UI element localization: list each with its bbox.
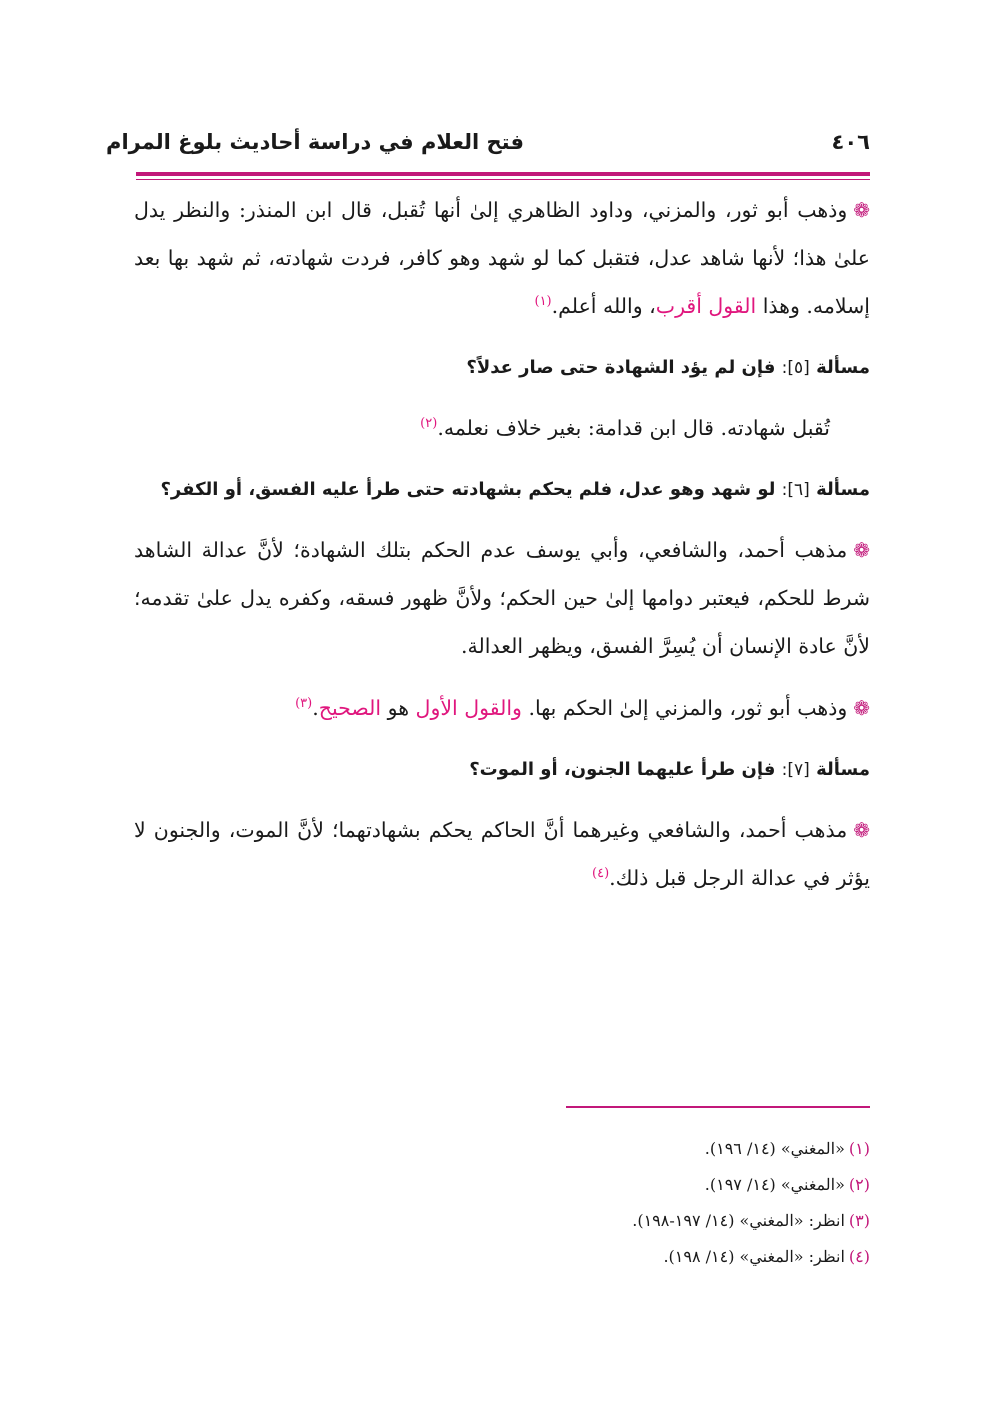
paragraph-3: [134, 526, 870, 670]
paragraph-tail: .: [312, 696, 319, 720]
flower-ornament-icon: ❁: [853, 818, 870, 842]
question-text: فإن طرأ عليهما الجنون، أو الموت؟: [469, 759, 776, 780]
flower-ornament-icon: ❁: [853, 198, 870, 222]
highlight-text: القول أقرب: [655, 294, 757, 318]
footnote-ref-1[interactable]: (١): [534, 294, 552, 310]
question-number: [٧]:: [781, 760, 810, 780]
paragraph-tail: ، والله أعلم.: [551, 294, 656, 318]
question-7: [134, 746, 870, 794]
paragraph-2: [134, 404, 870, 452]
question-5: [134, 344, 870, 392]
footnote-ref-3[interactable]: (٣): [295, 696, 313, 712]
paragraph-text: وذهب أبو ثور، والمزني إلىٰ الحكم بها.: [521, 696, 848, 720]
footnote-4: [134, 1240, 870, 1274]
paragraph-text: تُقبل شهادته. قال ابن قدامة: بغير خلاف نعلمه.: [437, 416, 830, 440]
paragraph-text: مذهب أحمد، والشافعي وغيرهما أنَّ الحاكم يحكم بشهادتهما؛ لأنَّ الموت، والجنون لا يؤثر في عدالة الرجل قبل ذلك.: [134, 818, 870, 890]
question-number: [٦]:: [781, 480, 810, 500]
page-number: ٤٠٦: [831, 130, 870, 154]
highlight-text-2: الصحيح: [318, 696, 382, 720]
footnote-separator: [566, 1106, 870, 1108]
footnote-number: (٢): [848, 1175, 870, 1194]
question-number: [٥]:: [781, 358, 810, 378]
footnote-number: (١): [848, 1139, 870, 1158]
flower-ornament-icon: ❁: [853, 538, 870, 562]
footnote-ref-4[interactable]: (٤): [592, 866, 610, 882]
main-text: [134, 186, 870, 916]
question-text: فإن لم يؤد الشهادة حتى صار عدلاً؟: [466, 357, 776, 378]
footnotes: [134, 1132, 870, 1276]
flower-ornament-icon: ❁: [853, 696, 870, 720]
paragraph-mid: هو: [381, 696, 416, 720]
question-text: لو شهد وهو عدل، فلم يحكم بشهادته حتى طرأ عليه الفسق، أو الكفر؟: [160, 479, 776, 500]
question-label: مسألة: [816, 759, 870, 780]
footnote-2: [134, 1168, 870, 1202]
paragraph-4: [134, 684, 870, 732]
question-label: مسألة: [816, 357, 870, 378]
footnote-number: (٣): [848, 1211, 870, 1230]
header-rule-thick: [136, 172, 870, 176]
footnote-text: انظر: «المغني» (١٤/ ١٩٨).: [663, 1247, 845, 1266]
book-title: فتح العلام في دراسة أحاديث بلوغ المرام: [106, 130, 524, 154]
paragraph-5: [134, 806, 870, 902]
footnote-ref-2[interactable]: (٢): [420, 416, 438, 432]
running-header: [106, 130, 870, 170]
footnote-1: [134, 1132, 870, 1166]
question-6: [134, 466, 870, 514]
header-rule-thin: [136, 179, 870, 180]
footnote-number: (٤): [848, 1247, 870, 1266]
paragraph-1: [134, 186, 870, 330]
footnote-text: «المغني» (١٤/ ١٩٧).: [704, 1175, 845, 1194]
paragraph-text: وذهب أبو ثور، والمزني، وداود الظاهري إلىٰ أنها تُقبل، قال ابن المنذر: والنظر يدل علىٰ هذا؛ لأنها شاهد عدل، فتقبل كما لو شهد وهو كافر، فردت شهادته، ثم شهد بها بعد إسلامه. وهذا: [134, 198, 870, 318]
highlight-text-1: والقول الأول: [415, 696, 522, 720]
question-label: مسألة: [816, 479, 870, 500]
paragraph-text: مذهب أحمد، والشافعي، وأبي يوسف عدم الحكم بتلك الشهادة؛ لأنَّ عدالة الشاهد شرط للحكم، فيعتبر دوامها إلىٰ حين الحكم؛ ولأنَّ ظهور فسقه، وكفره يدل علىٰ تقدمه؛ لأنَّ عادة الإنسان أن يُسِرَّ الفسق، ويظهر العدالة.: [134, 538, 870, 658]
footnote-3: [134, 1204, 870, 1238]
footnote-text: انظر: «المغني» (١٤/ ١٩٧-١٩٨).: [632, 1211, 845, 1230]
footnote-text: «المغني» (١٤/ ١٩٦).: [704, 1139, 845, 1158]
